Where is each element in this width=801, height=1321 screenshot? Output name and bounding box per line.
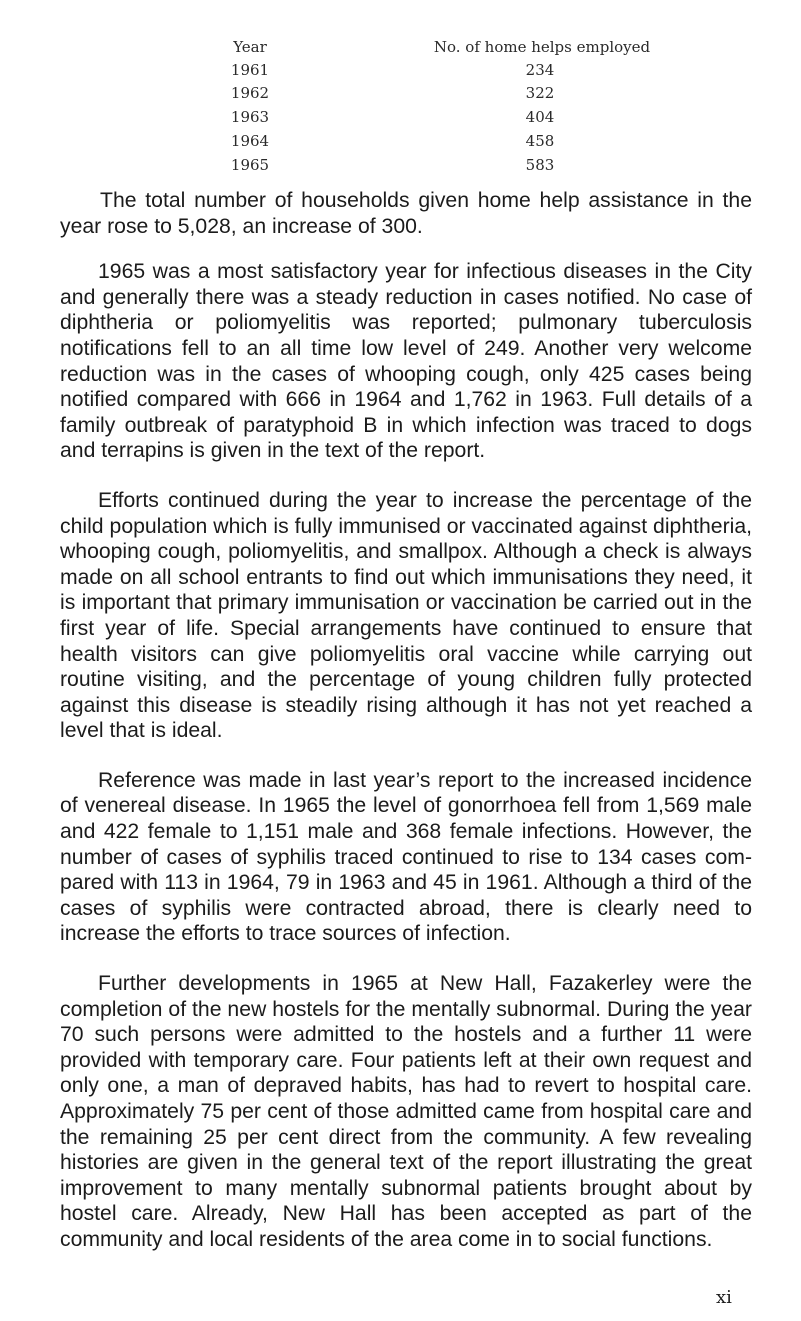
paragraph-venereal-disease: Reference was made in last year’s report to the increased incidence of venereal disease. In 1965 the level of gonorrhoea fell from 1,569 male and 422 female to 1,151 male and 368 female infections. However, the number of cases of syphilis traced continued to rise to 134 cases compared with 113 in 1964, 79 in 1963 and 45 in 1961. Although a third of the cases of syphilis were contracted abroad, there is clearly need to increase the efforts to trace sources of infection. [60, 768, 752, 946]
table-cell-value: 322 [525, 84, 555, 102]
table-row [0, 82, 801, 104]
table-cell-year: 1962 [230, 84, 270, 102]
table-row [0, 106, 801, 128]
page-number: xi [716, 1287, 732, 1308]
table-cell-value: 404 [525, 108, 555, 126]
paragraph-infectious-diseases: 1965 was a most satisfactory year for infectious diseases in the City and generally there was a steady reduction in cases notified. No case of diphtheria or poliomyelitis was reported; pulmonary tuberculosis notifications fell to an all time low level of 249. Another very welcome reduction was in the cases of whooping cough, only 425 cases being notified compared with 666 in 1964 and 1,762 in 1963. Full details of a family outbreak of paratyphoid B in which infection was traced to dogs and terrapins is given in the text of the report. [60, 260, 752, 463]
paragraph-immunisation: Efforts continued during the year to increase the percentage of the child population which is fully immunised or vaccinated against diphtheria, whooping cough, poliomyelitis, and smallpox. Although a check is always made on all school entrants to find out which immunisations they need, it is important that primary immunisation or vaccination be carried out in the first year of life. Special arrangements have continued to ensure that health visitors can give poliomyelitis oral vaccine while carrying out routine visiting, and the percentage of young children fully protected against this disease is steadily rising although it has not yet reached a level that is ideal. [60, 488, 752, 743]
table-cell-year: 1964 [230, 132, 270, 150]
table-cell-year: 1961 [230, 61, 270, 79]
paragraph-new-hall-hostels: Further developments in 1965 at New Hall, Fazakerley were the completion of the new hostels for the mentally subnormal. During the year 70 such persons were admitted to the hostels and a further 11 were provided with temporary care. Four patients left at their own request and only one, a man of depraved habits, has had to revert to hospital care. Approximately 75 per cent of those admitted came from hospital care and the remaining 25 per cent direct from the community. A few revealing histories are given in the general text of the report illustrating the great improvement to many mentally subnormal patients brought about by hostel care. Already, New Hall has been accepted as part of the community and local residents of the area come in to social functions. [60, 972, 752, 1251]
home-helps-column-header: No. of home helps employed [433, 38, 651, 56]
paragraph-home-help-total: The total number of households given home help assistance in the year rose to 5,028, an increase of 300. [60, 189, 752, 238]
table-header [0, 36, 801, 58]
table-row [0, 130, 801, 152]
table-cell-value: 458 [525, 132, 555, 150]
table-cell-year: 1965 [230, 156, 270, 174]
table-cell-year: 1963 [230, 108, 270, 126]
table-cell-value: 583 [525, 156, 555, 174]
report-body-text [60, 188, 752, 1277]
year-column-header: Year [233, 38, 267, 56]
table-cell-value: 234 [525, 61, 555, 79]
table-row [0, 154, 801, 176]
table-row [0, 59, 801, 81]
